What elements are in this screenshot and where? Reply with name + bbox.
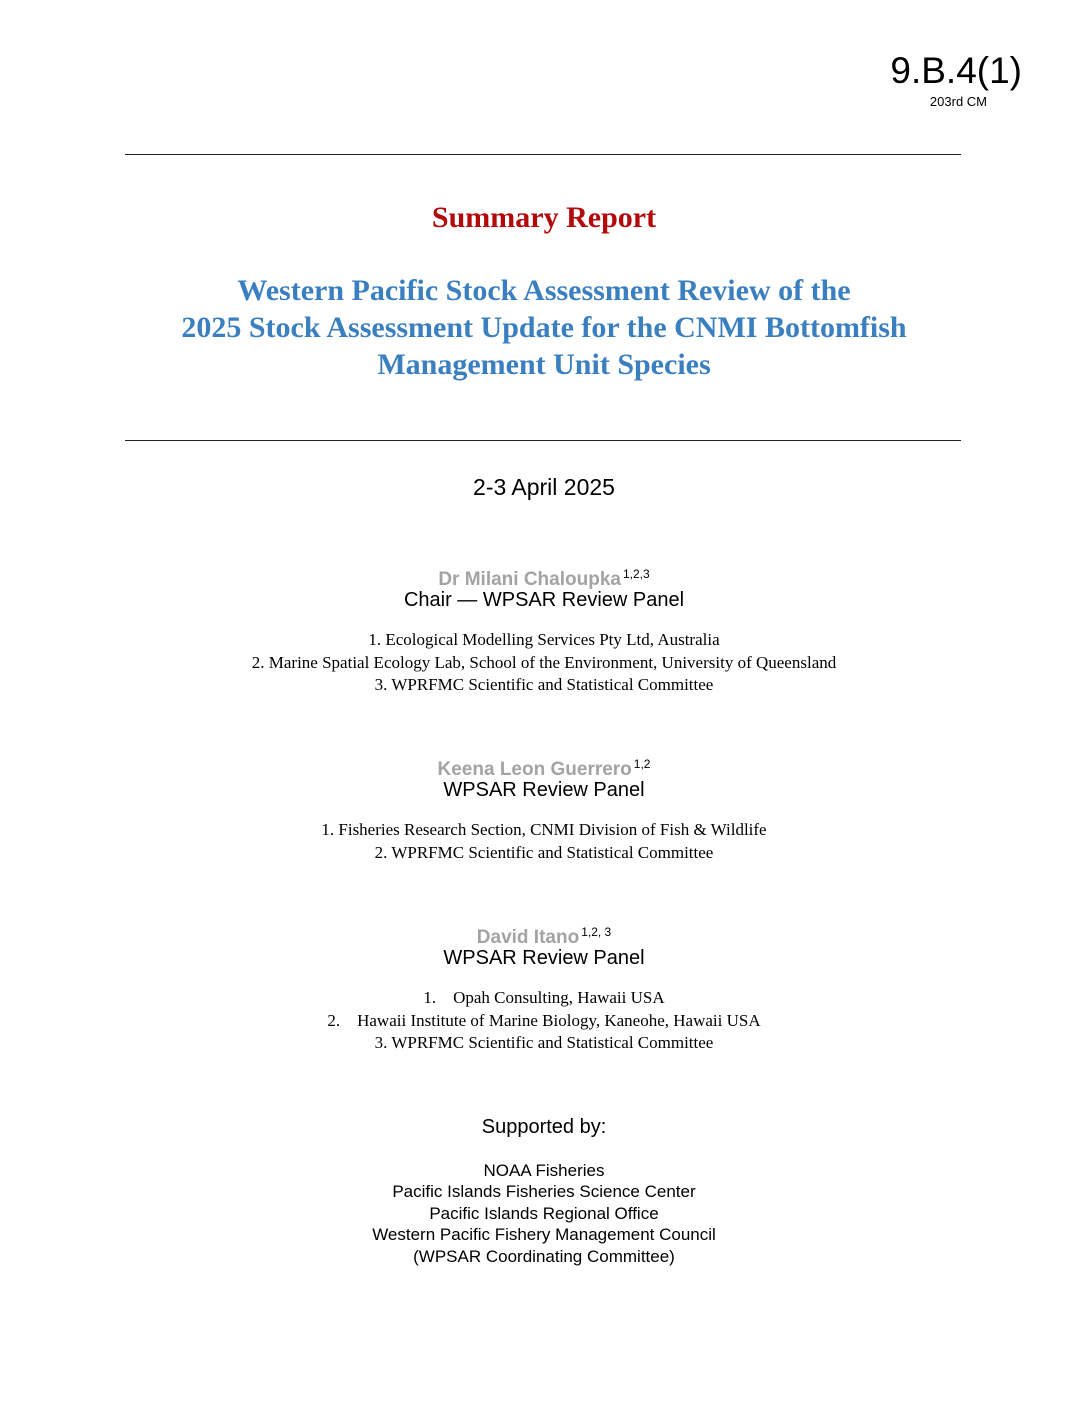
supporter-list — [0, 1160, 1088, 1267]
title-line: Management Unit Species — [377, 348, 711, 381]
panelist-role: WPSAR Review Panel — [443, 779, 645, 801]
affiliation-item: 1. Fisheries Research Section, CNMI Division of Fish & Wildlife — [321, 820, 767, 839]
report-label: Summary Report — [431, 201, 657, 234]
panelist-affiliations — [0, 819, 1088, 864]
affiliation-item: 2. Hawaii Institute of Marine Biology, Kaneohe, Hawaii USA — [327, 1010, 761, 1030]
top-divider — [125, 154, 961, 155]
affiliation-item: 3. WPRFMC Scientific and Statistical Committee — [374, 675, 714, 694]
bottom-divider — [125, 440, 961, 441]
supporter-item: NOAA Fisheries — [483, 1161, 605, 1180]
affiliation-superscript: 1,2,3 — [622, 567, 650, 581]
affiliation-superscript: 1,2, 3 — [581, 925, 612, 939]
panelist-affiliations — [0, 987, 1088, 1055]
panelist-name-text: Keena Leon Guerrero — [437, 759, 632, 780]
panelist-name-text: Dr Milani Chaloupka — [438, 569, 621, 590]
panelist-role: Chair — WPSAR Review Panel — [403, 589, 685, 611]
title-line: 2025 Stock Assessment Update for the CNMI Bottomfish — [181, 311, 907, 344]
supporter-item: Western Pacific Fishery Management Council — [372, 1225, 716, 1245]
supporter-item: Pacific Islands Regional Office — [429, 1203, 659, 1223]
title-line: Western Pacific Stock Assessment Review of the — [237, 274, 851, 307]
meeting-date: 2-3 April 2025 — [473, 474, 615, 500]
panelist-name-text: David Itano — [476, 927, 580, 948]
report-title — [0, 272, 1088, 383]
supported-by-heading: Supported by: — [481, 1116, 607, 1138]
supporter-item: Pacific Islands Fisheries Science Center — [392, 1182, 696, 1202]
affiliation-item: 3. WPRFMC Scientific and Statistical Committee — [374, 1033, 714, 1052]
affiliation-item: 2. WPRFMC Scientific and Statistical Committee — [374, 842, 714, 862]
affiliation-superscript: 1,2 — [633, 757, 651, 771]
supporter-item: (WPSAR Coordinating Committee) — [413, 1246, 675, 1266]
affiliation-item: 2. Marine Spatial Ecology Lab, School of the Environment, University of Queensland — [251, 652, 837, 672]
panelist-affiliations — [0, 629, 1088, 697]
meeting-label: 203rd CM — [929, 94, 987, 109]
panelist-role: WPSAR Review Panel — [443, 947, 645, 969]
affiliation-item: 1. Ecological Modelling Services Pty Ltd, Australia — [368, 630, 720, 649]
document-code: 9.B.4(1) — [890, 50, 1022, 91]
affiliation-item: 1. Opah Consulting, Hawaii USA — [423, 988, 665, 1007]
